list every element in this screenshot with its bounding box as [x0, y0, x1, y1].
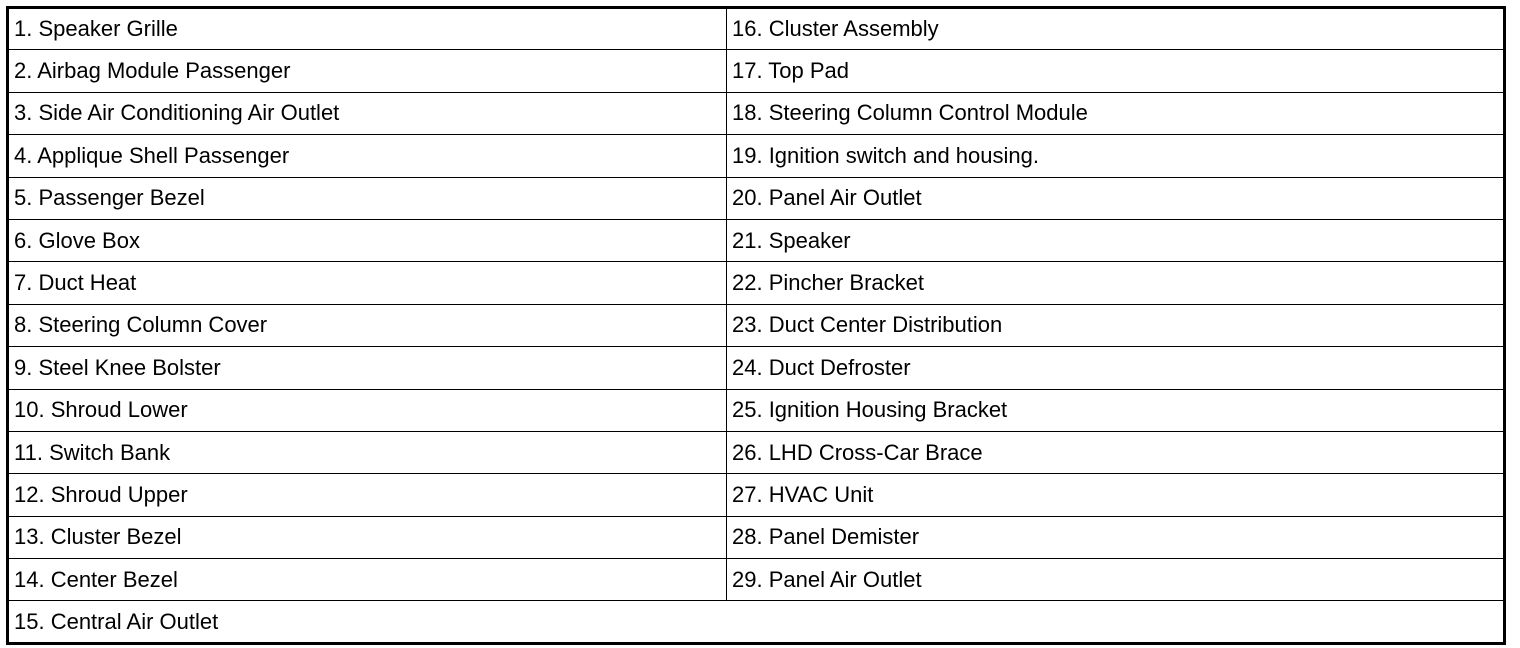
legend-item: 23. Duct Center Distribution: [727, 304, 1505, 346]
legend-item: 2. Airbag Module Passenger: [8, 50, 727, 92]
parts-legend-table: [6, 6, 1506, 645]
legend-item: 15. Central Air Outlet: [8, 601, 1505, 643]
legend-item: 5. Passenger Bezel: [8, 177, 727, 219]
table-row: [8, 8, 1505, 50]
legend-item: 25. Ignition Housing Bracket: [727, 389, 1505, 431]
table-row: [8, 516, 1505, 558]
legend-item: 24. Duct Defroster: [727, 347, 1505, 389]
table-row: [8, 389, 1505, 431]
table-row: [8, 219, 1505, 261]
legend-item: 3. Side Air Conditioning Air Outlet: [8, 92, 727, 134]
legend-item: 27. HVAC Unit: [727, 474, 1505, 516]
legend-item: 17. Top Pad: [727, 50, 1505, 92]
table-row: [8, 92, 1505, 134]
legend-item: 7. Duct Heat: [8, 262, 727, 304]
table-row: [8, 559, 1505, 601]
table-row: [8, 601, 1505, 643]
legend-item: 9. Steel Knee Bolster: [8, 347, 727, 389]
legend-item: 6. Glove Box: [8, 219, 727, 261]
legend-item: 29. Panel Air Outlet: [727, 559, 1505, 601]
table-row: [8, 431, 1505, 473]
table-row: [8, 177, 1505, 219]
legend-item: 14. Center Bezel: [8, 559, 727, 601]
table-row: [8, 135, 1505, 177]
legend-item: 16. Cluster Assembly: [727, 8, 1505, 50]
legend-item: 26. LHD Cross-Car Brace: [727, 431, 1505, 473]
table-row: [8, 474, 1505, 516]
legend-item: 19. Ignition switch and housing.: [727, 135, 1505, 177]
legend-item: 13. Cluster Bezel: [8, 516, 727, 558]
legend-item: 1. Speaker Grille: [8, 8, 727, 50]
legend-item: 22. Pincher Bracket: [727, 262, 1505, 304]
legend-item: 4. Applique Shell Passenger: [8, 135, 727, 177]
table-row: [8, 262, 1505, 304]
legend-item: 28. Panel Demister: [727, 516, 1505, 558]
legend-item: 20. Panel Air Outlet: [727, 177, 1505, 219]
legend-item: 8. Steering Column Cover: [8, 304, 727, 346]
table-row: [8, 50, 1505, 92]
legend-item: 10. Shroud Lower: [8, 389, 727, 431]
legend-item: 12. Shroud Upper: [8, 474, 727, 516]
table-row: [8, 347, 1505, 389]
legend-item: 21. Speaker: [727, 219, 1505, 261]
legend-item: 11. Switch Bank: [8, 431, 727, 473]
legend-item: 18. Steering Column Control Module: [727, 92, 1505, 134]
table-row: [8, 304, 1505, 346]
